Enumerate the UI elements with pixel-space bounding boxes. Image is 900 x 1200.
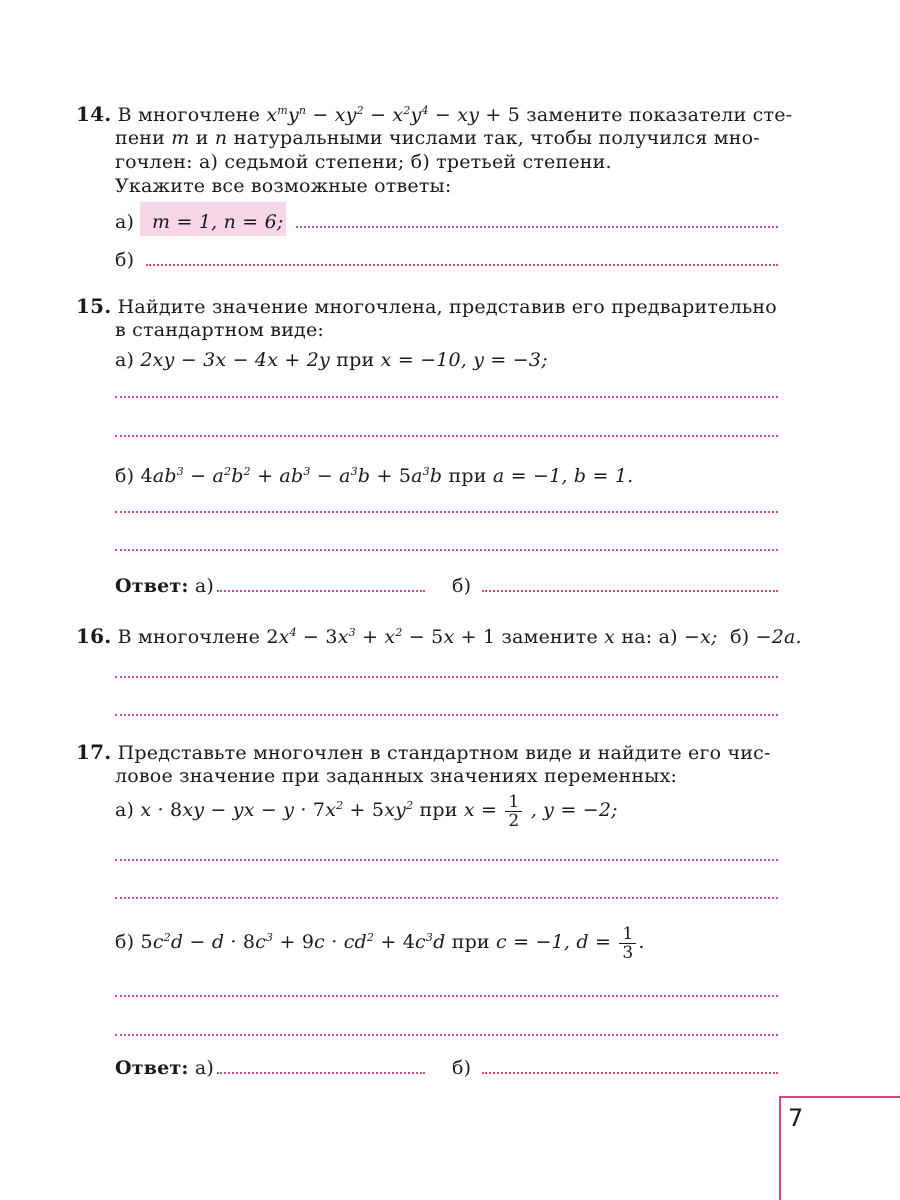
problem-number: 17. <box>76 740 112 764</box>
option-b: −2a. <box>755 626 802 648</box>
answer-line[interactable] <box>146 264 778 266</box>
answer-line[interactable] <box>115 435 778 437</box>
fraction <box>505 793 522 830</box>
polynomial-expression: x · 8xy − yx − $y \cdot 7x^2 + 5xy^2$ <box>140 799 414 821</box>
problem-17 <box>76 740 771 765</box>
answer-label-a: а) <box>115 211 135 233</box>
answer-label: Ответ: <box>115 575 189 597</box>
variable-n: n <box>214 127 228 149</box>
variable-m: m <box>171 127 190 149</box>
answer-row <box>115 574 214 598</box>
answer-label: Ответ: <box>115 1057 189 1079</box>
problem-text: замените показатели сте- <box>526 104 793 126</box>
variable-values: , y = −2; <box>530 799 618 821</box>
problem-17-a <box>115 792 618 830</box>
answer-line[interactable] <box>296 226 778 228</box>
answer-line[interactable] <box>217 590 425 592</box>
answer-label-b: б) <box>452 575 472 597</box>
variable-values: x = <box>463 799 498 821</box>
answer-line[interactable] <box>482 590 778 592</box>
problem-number: 15. <box>76 294 112 318</box>
answer-line[interactable] <box>115 1034 778 1036</box>
problem-text: В многочлене <box>117 626 261 648</box>
problem-text: на: а) <box>621 626 678 648</box>
fraction-numerator: 1 <box>619 925 636 944</box>
variable-x: x <box>604 626 616 648</box>
page-corner-line <box>780 1096 900 1098</box>
fraction-denominator: 2 <box>508 810 520 831</box>
problem-16 <box>76 624 802 649</box>
polynomial-expression: $2x^4 - 3x^3 + x^2 - 5x + 1$ <box>266 626 496 648</box>
item-label: а) <box>115 349 135 371</box>
problem-text: при <box>419 799 458 821</box>
variable-values: a = −1, b = 1. <box>492 465 634 487</box>
problem-text: Найдите значение многочлена, представив его предварительно <box>117 296 777 318</box>
answer-line[interactable] <box>115 714 778 716</box>
answer-line[interactable] <box>217 1072 425 1074</box>
fraction-numerator: 1 <box>505 793 522 812</box>
problem-number: 14. <box>76 102 112 126</box>
problem-17-b: б) $5c^2d - d \cdot 8c^3 + 9c \cdot cd^2 + 4c^3d$ при c = −1, d = $\frac{1}{3}$ . <box>115 923 645 963</box>
problem-17-line2: ловое значение при заданных значениях переменных: <box>115 765 678 787</box>
polynomial-expression: $5c^2d - d \cdot 8c^3 + 9c \cdot cd^2 + 4c^3d$ <box>140 931 446 953</box>
problem-14-line4: Укажите все возможные ответы: <box>115 175 452 197</box>
variable-values: x = −10, y = −3; <box>380 349 548 371</box>
problem-15-line2: в стандартном виде: <box>115 319 325 341</box>
problem-text: и <box>195 127 209 149</box>
answer-line[interactable] <box>115 859 778 861</box>
answer-line[interactable] <box>115 511 778 513</box>
item-label: а) <box>115 799 135 821</box>
answer-label-a: а) <box>194 1057 214 1079</box>
fraction <box>619 925 636 962</box>
problem-14-line2 <box>115 126 760 150</box>
problem-15-b <box>115 464 633 488</box>
problem-text: Представьте многочлен в стандартном виде и найдите его чис- <box>117 742 771 764</box>
polynomial-expression: $4ab^3 - a^2b^2 + ab^3 - a^3b + 5a^3b$ <box>140 465 443 487</box>
answer-line[interactable] <box>482 1072 778 1074</box>
item-label: б) <box>115 931 135 953</box>
option-a: −x; <box>683 626 718 648</box>
sample-answer: m = 1, n = 6; <box>152 211 284 233</box>
answer-label-b: б) <box>452 1057 472 1079</box>
answer-label-b: б) <box>115 249 135 271</box>
problem-text: натуральными числами так, чтобы получился мно- <box>233 127 760 149</box>
problem-text: В многочлене <box>117 104 261 126</box>
answer-label-a: а) <box>194 575 214 597</box>
answer-line[interactable] <box>115 995 778 997</box>
problem-15-a <box>115 348 548 372</box>
answer-line[interactable] <box>115 549 778 551</box>
page-number: 7 <box>788 1104 804 1132</box>
problem-text: при <box>336 349 375 371</box>
answer-row <box>115 1056 214 1080</box>
page-corner-line <box>779 1096 781 1200</box>
fraction-denominator: 3 <box>622 942 634 963</box>
problem-14 <box>76 102 792 127</box>
polynomial-expression: 2xy − 3x − 4x + 2y <box>140 349 330 371</box>
problem-number: 16. <box>76 624 112 648</box>
item-label: б) <box>730 626 750 648</box>
problem-text: замените <box>501 626 598 648</box>
variable-values: c = −1, d = <box>496 931 612 953</box>
item-label: б) <box>115 465 135 487</box>
problem-text: при <box>451 931 490 953</box>
answer-line[interactable] <box>115 897 778 899</box>
answer-line[interactable] <box>115 396 778 398</box>
polynomial-expression: $x^my^n - xy^2 - x^2y^4$ − xy + 5 <box>266 104 521 126</box>
problem-15 <box>76 294 777 319</box>
problem-text: при <box>448 465 487 487</box>
problem-text: пени <box>115 127 166 149</box>
answer-line[interactable] <box>115 676 778 678</box>
problem-14-line3: гочлен: а) седьмой степени; б) третьей степени. <box>115 151 612 173</box>
